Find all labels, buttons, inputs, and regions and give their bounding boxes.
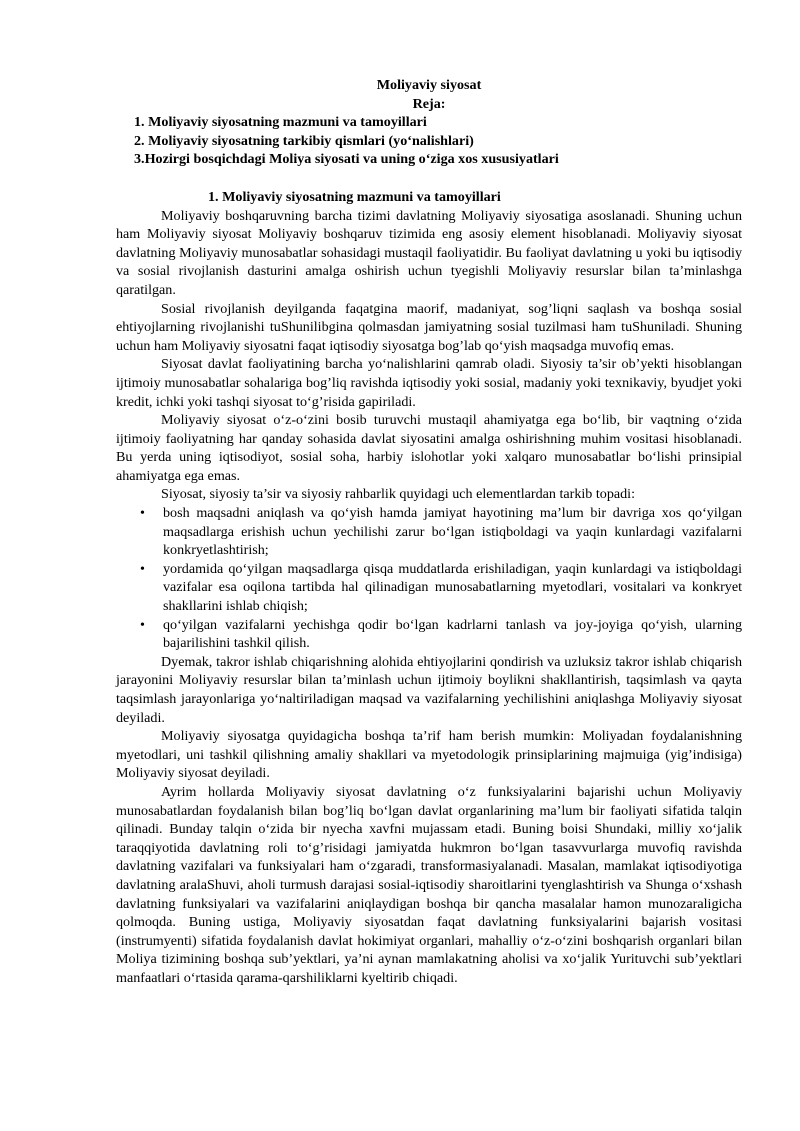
bullet-item bbox=[116, 560, 742, 616]
paragraph: Moliyaviy siyosatga quyidagicha boshqa ta’rif ham berish mumkin: Moliyadan foydalanishning myetodlari, uni tashkil qilishning amaliy shakllari va myetodologik prinsiplarining majmuiga (yig’indisiga) Moliyaviy siyosat deyiladi. bbox=[116, 728, 742, 782]
bullet-text: yordamida qo‘yilgan maqsadlarga qisqa muddatlarda erishiladigan, yaqin kunlardagi va istiqboldagi vazifalar esa oqilona tartibda hal qilinadigan munosabatlarning myetodlari, vositalari va konkryet shakllarini ishlab chiqish; bbox=[163, 560, 742, 615]
bullet-icon: • bbox=[140, 616, 145, 633]
plan-item: 2. Moliyaviy siyosatning tarkibiy qismlari (yo‘nalishlari) bbox=[134, 132, 474, 149]
bullet-item bbox=[116, 504, 742, 560]
paragraph: Dyemak, takror ishlab chiqarishning alohida ehtiyojlarini qondirish va uzluksiz takror ishlab chiqarish jarayonini Moliyaviy resurslar bilan ta’minlash uchun ijtimoiy boylikni shakllantirish, taqsimlash va qayta taqsimlash jarayonlariga yo‘naltiriladigan maqsad va vazifalarning yechilishini aniqlashga Moliyaviy siyosat deyiladi. bbox=[116, 653, 742, 726]
paragraph: Siyosat, siyosiy ta’sir va siyosiy rahbarlik quyidagi uch elementlardan tarkib topadi: bbox=[161, 486, 636, 503]
paragraph: Moliyaviy boshqaruvning barcha tizimi davlatning Moliyaviy siyosatiga asoslanadi. Shuning uchun ham Moliyaviy siyosat Moliyaviy boshqaruv tizimida eng asosiy element hisoblanadi. Moliyaviy siyosat davlatning Moliyaviy munosabatlar sohasidagi mustaqil faoliyatidir. Bu faoliyat davlatning u yoki bu iqtisodiy va sosial rivojlanish dasturini amalga oshirish uchun tyegishli Moliyaviy resurslar bilan ta’minlashga qaratilgan. bbox=[116, 207, 742, 298]
paragraph: Moliyaviy siyosat o‘z-o‘zini bosib turuvchi mustaqil ahamiyatga ega bo‘lib, bir vaqtning o‘zida ijtimoiy faoliyatning har qanday sohasida davlat siyosatini amalga oshirishning muhim vositasi hisoblanadi. Bu yerda uning iqtisodiyot, sosial soha, harbiy islohotlar yoki xalqaro munosabatlar bo‘lishi prinsipial ahamiyatga ega emas. bbox=[116, 412, 742, 484]
paragraph: Sosial rivojlanish deyilganda faqatgina maorif, madaniyat, sog’liqni saqlash va boshqa sosial ehtiyojlarning rivojlanishi tuShunilibgina qolmasdan jamiyatning sosial tuzilmasi ham tuShuniladi. Shuning uchun ham Moliyaviy siyosatni faqat iqtisodiy siyosatga bog’lab qo‘yish maqsadga muvofiq emas. bbox=[116, 300, 742, 354]
document-page bbox=[116, 72, 742, 988]
bullet-icon: • bbox=[140, 560, 145, 577]
paragraph: Siyosat davlat faoliyatining barcha yo‘nalishlarini qamrab oladi. Siyosiy ta’sir ob’yekti hisoblangan ijtimoiy munosabatlar sohalariga bog’liq ravishda iqtisodiy yoki sosial, madaniy yoki texnikaviy, byudjet yoki kredit, ichki yoki tashqi siyosat to‘g’risida gapiriladi. bbox=[116, 356, 742, 410]
plan-list bbox=[116, 113, 742, 169]
plan-item: 1. Moliyaviy siyosatning mazmuni va tamoyillari bbox=[134, 114, 427, 131]
document-title: Moliyaviy siyosat bbox=[376, 77, 482, 93]
section-heading: 1. Moliyaviy siyosatning mazmuni va tamoyillari bbox=[208, 188, 501, 205]
bullet-text: qo‘yilgan vazifalarni yechishga qodir bo‘lgan kadrlarni tanlash va joy-joyiga qo‘yish, ularning bajarilishini tashkil qilish. bbox=[163, 616, 742, 652]
bullet-item bbox=[116, 616, 742, 653]
plan-heading: Reja: bbox=[412, 95, 446, 112]
bullet-icon: • bbox=[140, 505, 145, 522]
plan-item: 3.Hozirgi bosqichdagi Moliya siyosati va uning o‘ziga xos xususiyatlari bbox=[134, 151, 559, 168]
bullet-list bbox=[116, 504, 742, 653]
bullet-text: bosh maqsadni aniqlash va qo‘yish hamda jamiyat hayotining ma’lum bir davriga xos qo‘yilgan maqsadlarga erishish uchun yechilishi zarur bo‘lgan istiqboldagi va yaqin kunlardagi vazifalarni konkryetlashtirish; bbox=[163, 505, 742, 559]
paragraph: Ayrim hollarda Moliyaviy siyosat davlatning o‘z funksiyalarini bajarishi uchun Moliyaviy munosabatlardan foydalanish bilan bog’liq bo‘lgan davlat organlarining ma’lum bir faoliyati sifatida talqin qilinadi. Bunday talqin o‘zida bir nyecha xavfni mujassam etadi. Buning boisi Shundaki, milliy xo‘jalik taraqqiyotida davlatning roli to‘g’risidagi jamiyatda hukmron bo‘lgan tasavvurlarga muvofiq ravishda davlatning vazifalari va funksiyalari ham o‘zgaradi, transformasiyalanadi. Masalan, mamlakat iqtisodiyotiga davlatning aralaShuvi, aholi turmush darajasi sosial-iqtisodiy sharoitlarini tyenglashtirish va Shunga o‘xshash davlatning funksiyalari va vazifalarini aniqlaydigan boshqa bir qancha masalalar hamon munozaraligicha qolmoqda. Buning ustiga, Moliyaviy siyosatdan faqat davlatning funksiyalarini bajarish vositasi (instrumyenti) sifatida foydalanish davlat hokimiyat organlari, mahalliy o‘z-o‘zini boshqarish organlari bilan Moliya tizimining boshqa sub’yektlari, ya’ni aynan mamlakatning aholisi va xo‘jalik Yurituvchi sub’yektlari manfaatlari o‘rtasida qarama-qarshiliklarni kyeltirib chiqadi. bbox=[116, 783, 742, 986]
